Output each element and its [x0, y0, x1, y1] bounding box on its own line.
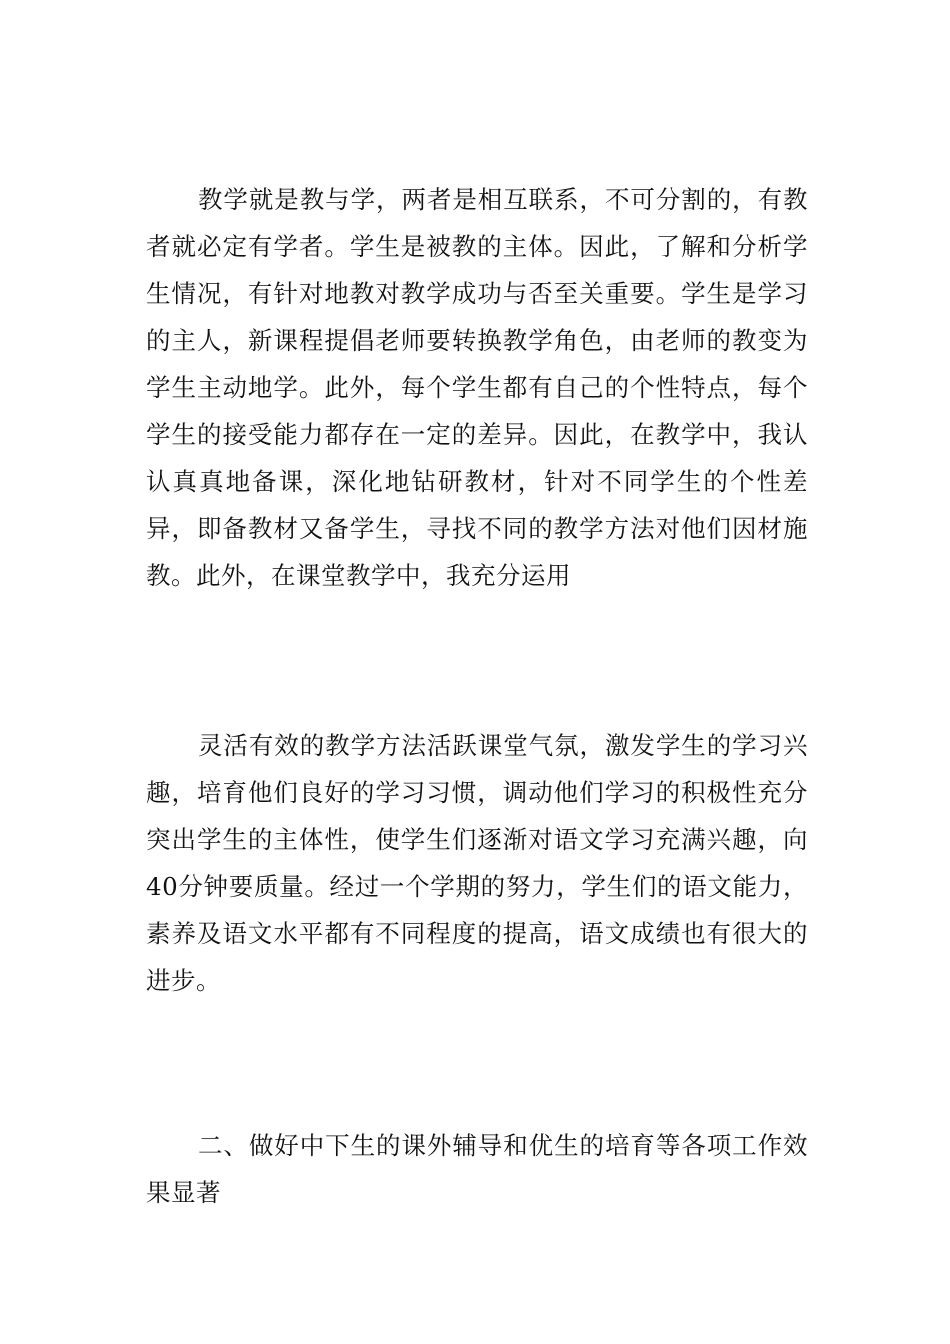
paragraph-flexible-methods: 灵活有效的教学方法活跃课堂气氛，激发学生的学习兴趣，培育他们良好的学习习惯，调动他们学习的积极性充分突出学生的主体性，使学生们逐渐对语文学习充满兴趣，向40分钟要质量。经过一个学期的努力，学生们的语文能力，素养及语文水平都有不同程度的提高，语文成绩也有很大的进步。 — [146, 731, 808, 995]
paragraph-teaching-and-learning: 教学就是教与学，两者是相互联系，不可分割的，有教者就必定有学者。学生是被教的主体。因此，了解和分析学生情况，有针对地教对教学成功与否至关重要。学生是学习的主人，新课程提倡老师要转换教学角色，由老师的教变为学生主动地学。此外，每个学生都有自己的个性特点，每个学生的接受能力都存在一定的差异。因此，在教学中，我认认真真地备课，深化地钻研教材，针对不同学生的个性差异，即备教材又备学生，寻找不同的教学方法对他们因材施教。此外，在课堂教学中，我充分运用 — [146, 185, 808, 590]
section-heading-tutoring: 二、做好中下生的课外辅导和优生的培育等各项工作效果显著 — [146, 1131, 808, 1207]
